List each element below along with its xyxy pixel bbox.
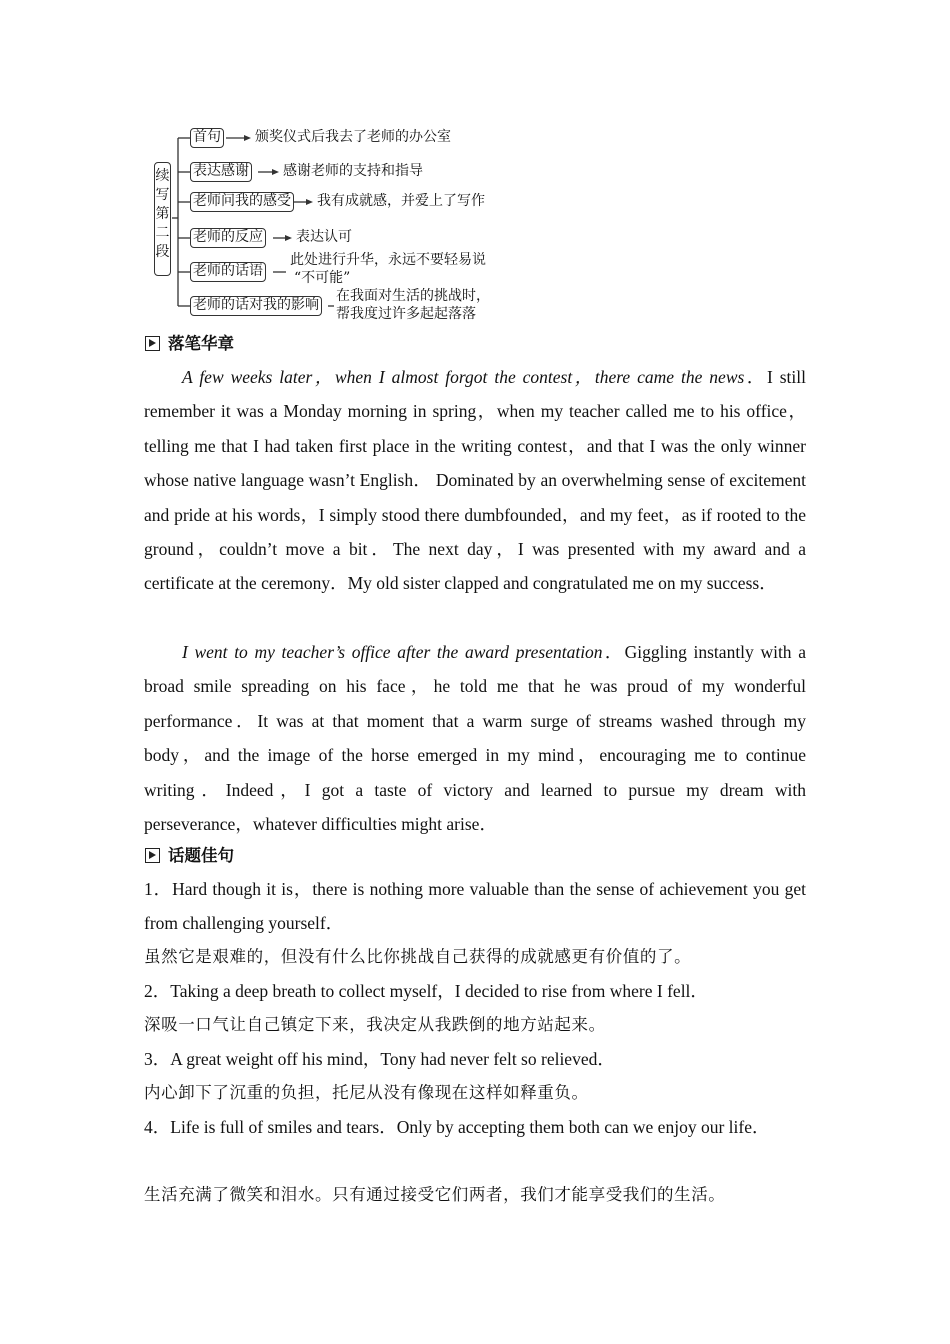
mind-map-node-influence: 老师的话对我的影响 — [190, 296, 322, 316]
play-icon — [145, 336, 160, 351]
mind-map-leaf: “不可能” — [294, 270, 351, 286]
sentence-cn-2: 深吸一口气让自己镇定下来，我决定从我跌倒的地方站起来。 — [144, 1015, 606, 1034]
mind-map-leaf: 感谢老师的支持和指导 — [283, 163, 423, 179]
mind-map-leaf: 我有成就感，并爱上了写作 — [317, 193, 485, 209]
sentence-en-2: 2．Taking a deep breath to collect myself，I decided to rise from where I fell． — [144, 981, 708, 1001]
paragraph-2 — [144, 635, 806, 841]
paragraph-lead: I went to my teacher’s office after the award presentation — [182, 642, 603, 662]
mind-map-diagram — [150, 120, 670, 330]
mind-map-leaf: 颁奖仪式后我去了老师的办公室 — [255, 129, 451, 145]
section-title: 落笔华章 — [168, 334, 234, 353]
paragraph-lead: A few weeks later，when I almost forgot the contest，there came the news — [182, 367, 745, 387]
section-title: 话题佳句 — [168, 846, 234, 865]
sentence-en-3: 3．A great weight off his mind，Tony had never felt so relieved． — [144, 1049, 615, 1069]
mind-map-node-thanks: 表达感谢 — [190, 162, 252, 182]
mind-map-node-feelings: 老师问我的感受 — [190, 192, 294, 212]
mind-map-leaf: 表达认可 — [296, 229, 352, 245]
sentence-cn-4: 生活充满了微笑和泪水。只有通过接受它们两者，我们才能享受我们的生活。 — [144, 1185, 726, 1204]
mind-map-root: 续写第二段 — [154, 162, 171, 276]
paragraph-body: ．Giggling instantly with a broad smile spreading on his face，he told me that he was proud of my wonderful performance．It was at that moment that a warm surge of streams washed through my body，and the image of the horse emerged in my mind，encouraging me to continue writing．Indeed，I got a taste of victory and learned to pursue my dream with perseverance，whatever difficulties might arise． — [144, 642, 806, 835]
section-heading-sentences — [144, 845, 234, 867]
mind-map-node-first-sentence: 首句 — [190, 128, 224, 148]
sentence-en-1: 1．Hard though it is，there is nothing more valuable than the sense of achievement you get from challenging yourself． — [144, 879, 806, 933]
mind-map-leaf: 此处进行升华，永远不要轻易说 — [290, 252, 486, 268]
mind-map-leaf: 帮我度过许多起起落落 — [336, 306, 476, 322]
mind-map-leaf: 在我面对生活的挑战时， — [336, 288, 490, 304]
sentence-en-4: 4．Life is full of smiles and tears．Only by accepting them both can we enjoy our life． — [144, 1117, 770, 1137]
play-icon — [145, 848, 160, 863]
sentence-cn-1: 虽然它是艰难的，但没有什么比你挑战自己获得的成就感更有价值的了。 — [144, 947, 692, 966]
paragraph-body: ．I still remember it was a Monday morning in spring，when my teacher called me to his office，telling me that I had taken first place in the writing contest，and that I was the only winner whose native language wasn’t English． Dominated by an overwhelming sense of excitement and pride at his words，I simply stood there dumbfounded，and my feet，as if rooted to the ground，couldn’t move a bit．The next day，I was presented with my award and a certificate at the ceremony．My old sister clapped and congratulated me on my success． — [144, 367, 806, 594]
mind-map-node-words: 老师的话语 — [190, 262, 266, 282]
paragraph-1 — [144, 360, 806, 601]
section-heading-writing — [144, 333, 234, 355]
sentence-cn-3: 内心卸下了沉重的负担，托尼从没有像现在这样如释重负。 — [144, 1083, 589, 1102]
mind-map-node-reaction: 老师的反应 — [190, 228, 266, 248]
